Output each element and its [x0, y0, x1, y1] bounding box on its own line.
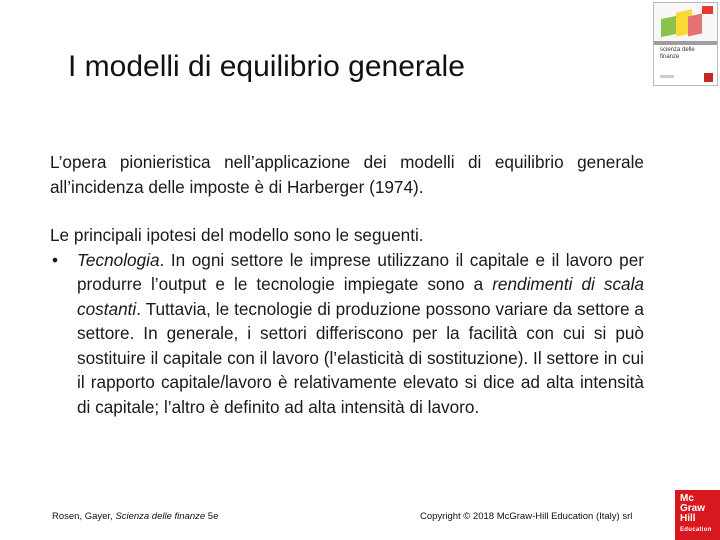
logo-line-2: Graw — [680, 503, 706, 514]
logo-line-4: Education — [680, 527, 712, 533]
intro-paragraph: L’opera pionieristica nell’applicazione dei modelli di equilibrio generale all’incidenza delle imposte è di Harberger (1974). — [50, 152, 644, 197]
footer-citation — [52, 511, 218, 522]
slide-body — [50, 150, 644, 419]
mcgraw-hill-logo — [675, 490, 720, 540]
footer-book-title: Scienza delle finanze — [115, 511, 206, 522]
slide-title: I modelli di equilibrio generale — [68, 50, 465, 83]
cover-cube-red — [688, 14, 702, 37]
cover-stripe — [654, 41, 717, 45]
cover-title: scienza delle finanze — [660, 47, 695, 60]
footer-authors: Rosen, Gayer, — [52, 511, 116, 522]
cover-author-line — [660, 75, 674, 78]
cover-edition-badge — [702, 6, 713, 14]
footer-edition: 5e — [205, 511, 219, 522]
list-heading: Le principali ipotesi del modello sono le seguenti. — [50, 225, 424, 245]
logo-line-3: Hill — [680, 513, 696, 524]
bullet-marker: • — [52, 249, 59, 270]
bullet-text-2: . Tuttavia, le tecnologie di produzione possono variare da settore a settore. In generale, i settori differiscono per la facilità con cui si può sostituire il capitale con il lavoro (l’elasticità di sostituzione). Il settore in cui il rapporto capitale/lavoro è relativamente elevato si dice ad alta intensità di capitale; l’altro è definito ad alta intensità di lavoro. — [77, 298, 644, 417]
term-tecnologia: Tecnologia — [77, 249, 160, 270]
footer-copyright: Copyright © 2018 McGraw-Hill Education (Italy) srl — [420, 511, 633, 522]
cover-publisher-logo — [704, 73, 713, 82]
book-cover-thumbnail — [653, 2, 718, 86]
assumption-list — [50, 248, 644, 420]
bullet-text-1: . In ogni settore le imprese utilizzano il capitale e il lavoro per produrre l’output e le tecnologie impiegate sono a — [77, 249, 644, 294]
term-rendimenti: rendimenti di scala costanti — [77, 274, 644, 319]
list-item — [50, 248, 644, 420]
logo-line-1: Mc — [680, 493, 694, 504]
